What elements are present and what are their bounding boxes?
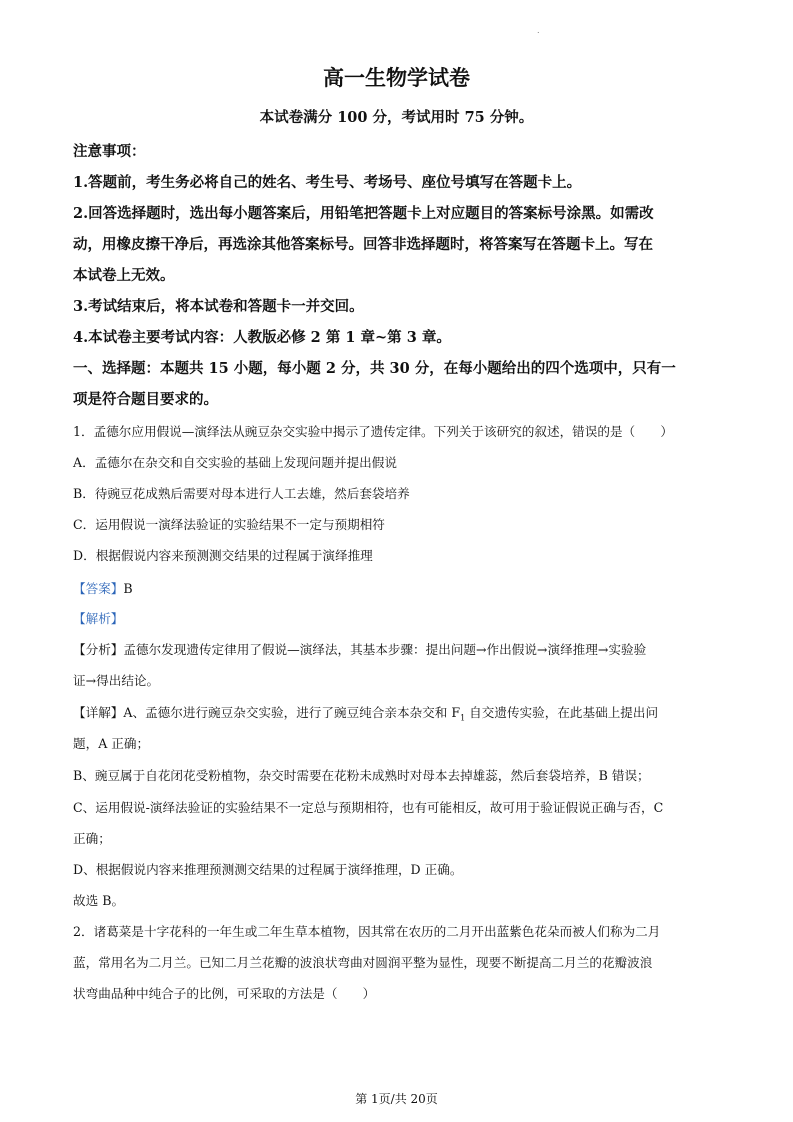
xiangjie-c-line-2: 正确； [73,831,111,846]
section-heading-line-2: 项是符合题目要求的。 [73,391,218,408]
xiangjie-b: B、豌豆属于自花闭花受粉植物，杂交时需要在花粉未成熟时对母本去掉雄蕊，然后套袋培养，B 错误； [73,768,650,783]
q1-option-a: A．孟德尔在杂交和自交实验的基础上发现问题并提出假说 [73,455,397,470]
corner-mark: . [537,26,540,35]
fenxi-tag: 【分析】 [73,642,124,657]
analysis-tag: 【解析】 [73,611,124,626]
answer-value: B [123,581,133,596]
xiangjie-a-sub: 1 [460,713,466,723]
q1-conclusion: 故选 B。 [73,893,125,908]
xiangjie-line-1 [73,702,658,723]
q1-option-b: B．待豌豆花成熟后需要对母本进行人工去雄，然后套袋培养 [73,486,410,501]
note-3: 3.考试结束后，将本试卷和答题卡一并交回。 [73,298,364,315]
fenxi-line-1 [73,639,646,658]
note-4: 4.本试卷主要考试内容：人教版必修 2 第 1 章~第 3 章。 [73,329,451,346]
q2-line-3: 状弯曲品种中纯合子的比例，可采取的方法是（ ） [73,986,376,1001]
q1-stem: 1．孟德尔应用假说—演绎法从豌豆杂交实验中揭示了遗传定律。下列关于该研究的叙述，错误的是（ ） [73,424,673,439]
answer-tag: 【答案】 [73,581,124,596]
xiangjie-tag: 【详解】 [73,705,124,720]
note-1: 1.答题前，考生务必将自己的姓名、考生号、考场号、座位号填写在答题卡上。 [73,174,582,191]
xiangjie-d: D、根据假说内容来推理预测测交结果的过程属于演绎推理，D 正确。 [73,862,463,877]
xiangjie-a-pre: A、孟德尔进行豌豆杂交实验，进行了豌豆纯合亲本杂交和 F [123,705,461,720]
fenxi-text: 孟德尔发现遗传定律用了假说—演绎法，其基本步骤：提出问题→作出假说→演绎推理→实验验 [123,642,647,657]
note-2-line-3: 本试卷上无效。 [73,267,175,284]
q1-option-c: C．运用假说一演绎法验证的实验结果不一定与预期相符 [73,517,385,532]
page-title: 高一生物学试卷 [323,65,470,90]
fenxi-line-2: 证→得出结论。 [73,673,160,688]
note-2-line-1: 2.回答选择题时，选出每小题答案后，用铅笔把答题卡上对应题目的答案标号涂黑。如需改 [73,205,654,222]
xiangjie-c-line-1: C、运用假说-演绎法验证的实验结果不一定总与预期相符，也有可能相反，故可用于验证假说正确与否，C [73,800,664,815]
note-2-line-2: 动，用橡皮擦干净后，再选涂其他答案标号。回答非选择题时，将答案写在答题卡上。写在 [73,236,653,253]
notes-heading: 注意事项： [73,143,146,160]
q2-line-1: 2．诸葛菜是十字花科的一年生或二年生草本植物，因其常在农历的二月开出蓝紫色花朵而被人们称为二月 [73,924,661,939]
q2-line-2: 蓝，常用名为二月兰。已知二月兰花瓣的波浪状弯曲对圆润平整为显性，现要不断提高二月兰的花瓣波浪 [73,955,653,970]
page-number: 第 1页/共 20页 [355,1092,438,1106]
xiangjie-a-post: 自交遗传实验，在此基础上提出问 [465,705,659,720]
exam-info: 本试卷满分 100 分，考试用时 75 分钟。 [259,109,534,126]
section-heading-line-1: 一、选择题：本题共 15 小题，每小题 2 分，共 30 分，在每小题给出的四个选项中，只有一 [73,360,676,377]
q1-option-d: D．根据假说内容来预测测交结果的过程属于演绎推理 [73,548,373,563]
q1-answer [73,578,133,597]
xiangjie-a-line-2: 题，A 正确； [73,736,150,751]
